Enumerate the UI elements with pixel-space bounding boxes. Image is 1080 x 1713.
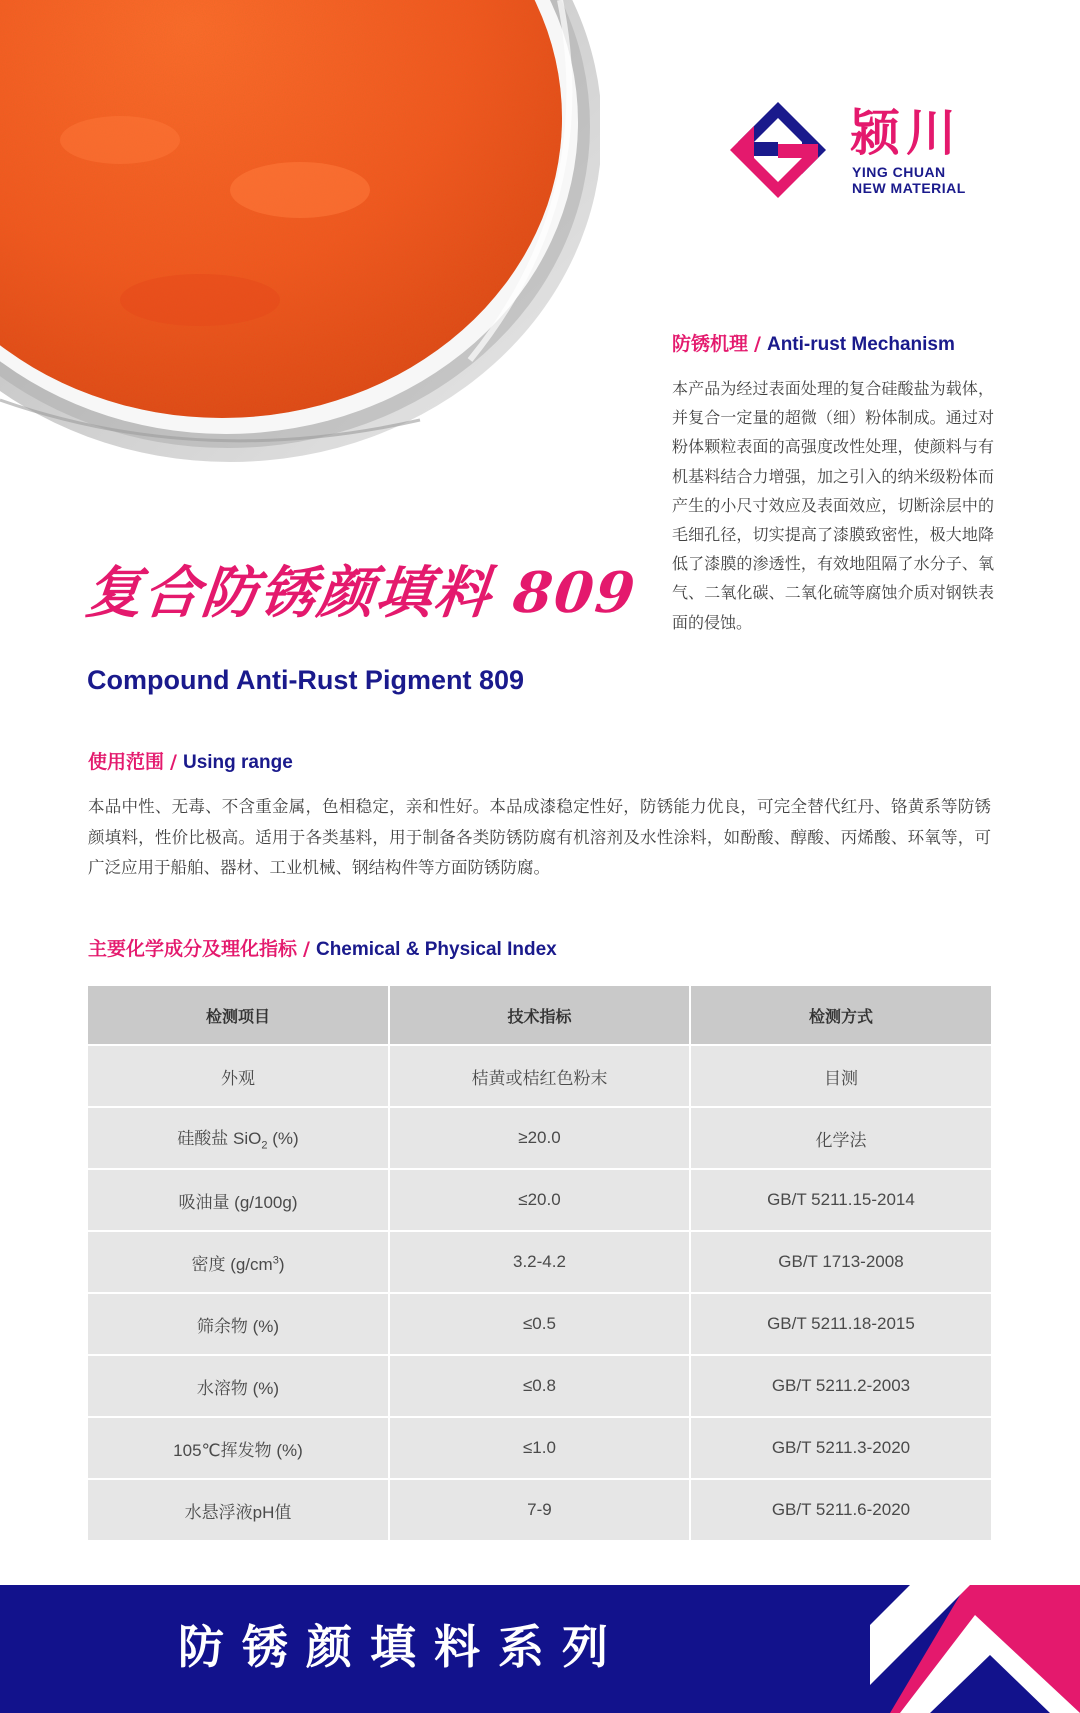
cell-item-label: 硅酸盐 SiO [177, 1129, 262, 1149]
cell-item-unit: ) [278, 1254, 285, 1274]
cell-spec: ≥20.0 [389, 1107, 690, 1169]
powder-dish-image [0, 0, 600, 470]
cell-item-unit: (%) [267, 1129, 299, 1149]
cell-method: GB/T 5211.6-2020 [690, 1479, 991, 1541]
cell-item [88, 1417, 389, 1479]
table-row [88, 1169, 991, 1231]
cell-method: GB/T 1713-2008 [690, 1231, 991, 1293]
cell-spec: ≤1.0 [389, 1417, 690, 1479]
cell-item-label: 水溶物 (%) [196, 1378, 280, 1398]
cell-item-label: 筛余物 (%) [196, 1316, 280, 1336]
cell-method: GB/T 5211.15-2014 [690, 1169, 991, 1231]
cell-method: GB/T 5211.18-2015 [690, 1293, 991, 1355]
cell-item [88, 1479, 389, 1541]
mechanism-heading [672, 331, 955, 358]
table-row [88, 1479, 991, 1541]
table-row [88, 1417, 991, 1479]
cell-item [88, 1045, 389, 1107]
heading-separator: / [303, 938, 310, 960]
yingchuan-logo-icon [728, 100, 828, 200]
column-header-item: 检测项目 [88, 986, 389, 1045]
cell-item [88, 1231, 389, 1293]
cell-spec: ≤0.8 [389, 1355, 690, 1417]
brand-name-cn: 颍川 [850, 104, 962, 162]
cell-item-label: 水悬浮液pH值 [184, 1502, 292, 1522]
cell-method: 目测 [690, 1045, 991, 1107]
cell-method: GB/T 5211.2-2003 [690, 1355, 991, 1417]
table-header-row [88, 986, 991, 1045]
cell-item [88, 1107, 389, 1169]
cell-method: GB/T 5211.3-2020 [690, 1417, 991, 1479]
usage-heading-cn: 使用范围 [88, 751, 165, 773]
cell-spec: 7-9 [389, 1479, 690, 1541]
footer-banner [0, 1585, 1080, 1713]
cell-spec: ≤0.5 [389, 1293, 690, 1355]
cell-item-label: 外观 [220, 1068, 255, 1088]
product-title-cn: 复合防锈颜填料 809 [82, 560, 640, 626]
table-row [88, 1045, 991, 1107]
mechanism-paragraph: 本产品为经过表面处理的复合硅酸盐为载体，并复合一定量的超微（细）粉体制成。通过对粉体颗粒表面的高强度改性处理，使颜料与有机基料结合力增强，加之引入的纳米级粉体而产生的小尺寸效应及表面效应，切断涂层中的毛细孔径，切实提高了漆膜致密性，极大地降低了漆膜的渗透性，有效地阻隔了水分子、氧气、二氧化碳、二氧化硫等腐蚀介质对钢铁表面的侵蚀。 [672, 379, 994, 632]
index-heading-en: Chemical & Physical Index [315, 939, 557, 960]
cell-item [88, 1293, 389, 1355]
footer-series-title: 防锈颜填料系列 [178, 1620, 626, 1674]
brand-name-en: YING CHUAN [852, 164, 946, 180]
usage-paragraph: 本品中性、无毒、不含重金属，色相稳定，亲和性好。本品成漆稳定性好，防锈能力优良，可完全替代红丹、铬黄系等防锈颜填料，性价比极高。适用于各类基料，用于制备各类防锈防腐有机溶剂及水性涂料，如酚酸、醇酸、丙烯酸、环氧等，可广泛应用于船舶、器材、工业机械、钢结构件等方面防锈防腐。 [88, 797, 991, 877]
cell-item-label: 105℃挥发物 (%) [173, 1440, 303, 1460]
index-heading-cn: 主要化学成分及理化指标 [88, 938, 298, 960]
cell-item-label: 吸油量 (g/100g) [178, 1192, 298, 1212]
brand-tagline: NEW MATERIAL [852, 180, 966, 196]
brand-logo [728, 100, 1028, 200]
product-title-en: Compound Anti-Rust Pigment 809 [87, 665, 524, 695]
column-header-method: 检测方式 [690, 986, 991, 1045]
column-header-spec: 技术指标 [389, 986, 690, 1045]
cell-spec: ≤20.0 [389, 1169, 690, 1231]
mechanism-heading-en: Anti-rust Mechanism [766, 334, 955, 355]
index-heading [88, 936, 557, 963]
cell-method: 化学法 [690, 1107, 991, 1169]
spec-table [88, 986, 991, 1542]
cell-spec: 桔黄或桔红色粉末 [389, 1045, 690, 1107]
table-row [88, 1107, 991, 1169]
cell-item [88, 1169, 389, 1231]
mechanism-heading-cn: 防锈机理 [672, 333, 749, 355]
table-row [88, 1293, 991, 1355]
cell-item-label: 密度 (g/cm [191, 1254, 273, 1274]
footer-logo-mark-icon [870, 1585, 1080, 1713]
cell-item-subscript: 2 [261, 1139, 268, 1152]
table-row [88, 1355, 991, 1417]
cell-item-superscript: 3 [272, 1253, 279, 1266]
cell-item [88, 1355, 389, 1417]
usage-heading [88, 749, 293, 776]
cell-spec: 3.2-4.2 [389, 1231, 690, 1293]
heading-separator: / [754, 333, 761, 355]
usage-heading-en: Using range [182, 752, 293, 773]
heading-separator: / [170, 751, 177, 773]
table-row [88, 1231, 991, 1293]
